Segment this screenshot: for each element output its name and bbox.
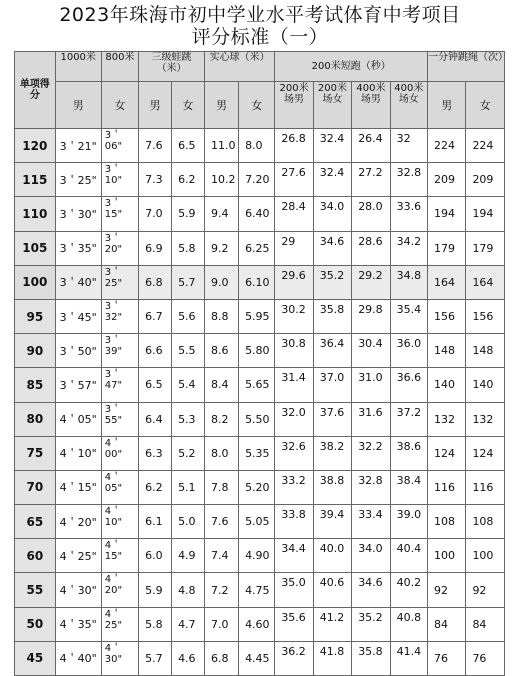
run1000-cell: 4＇15" [55,470,101,504]
ball-female-cell: 5.50 [239,402,275,436]
sprint-400-female-cell: 32.8 [390,163,427,197]
run800-minutes: 3＇ [104,300,122,312]
ball-male-cell: 8.8 [205,299,239,333]
header-male: 男 [428,82,466,129]
run800-cell [101,470,138,504]
run1000-cell: 4＇25" [55,539,101,573]
sprint-200-male-cell: 30.8 [275,334,313,368]
sprint-200-female-cell: 36.4 [313,334,351,368]
sprint-200-male-cell: 27.6 [275,163,313,197]
jump-female-cell: 5.5 [172,334,205,368]
jump-male-cell: 6.1 [139,505,172,539]
rope-male-cell: 140 [428,368,466,402]
run800-minutes: 3＇ [104,130,122,141]
score-cell: 85 [15,368,56,402]
rope-female-cell: 124 [466,436,505,470]
ball-female-cell: 4.60 [239,607,275,641]
sprint-400-female-cell: 39.0 [390,505,427,539]
run800-seconds: 30" [104,653,123,665]
score-cell: 50 [15,607,56,641]
header-sprint-sub: 400米场女 [390,82,427,129]
run800-minutes: 3＇ [104,232,122,244]
rope-female-cell: 108 [466,505,505,539]
rope-female-cell: 194 [466,197,505,231]
run1000-cell: 4＇30" [55,573,101,607]
run800-minutes: 3＇ [104,335,122,347]
ball-male-cell: 8.4 [205,368,239,402]
run800-seconds: 05" [104,482,123,494]
sprint-200-female-cell: 37.0 [313,368,351,402]
run800-cell [101,299,138,333]
header-female: 女 [172,82,205,129]
sprint-400-male-cell: 26.4 [352,129,390,163]
sprint-400-male-cell: 29.8 [352,299,390,333]
table-row [15,436,505,470]
sprint-200-male-cell: 31.4 [275,368,313,402]
sprint-200-male-cell: 28.4 [275,197,313,231]
run800-seconds: 10" [104,175,123,187]
score-cell: 95 [15,299,56,333]
header-run800: 800米 [101,52,138,82]
ball-female-cell: 4.45 [239,641,275,675]
score-cell: 105 [15,231,56,265]
sprint-200-female-cell: 40.0 [313,539,351,573]
sprint-200-female-cell: 35.8 [313,299,351,333]
header-score: 单项得分 [15,52,56,129]
run800-minutes: 3＇ [104,266,122,278]
sprint-200-male-cell: 36.2 [275,641,313,675]
header-male: 男 [205,82,239,129]
ball-male-cell: 10.2 [205,163,239,197]
ball-male-cell: 8.6 [205,334,239,368]
sprint-400-male-cell: 33.4 [352,505,390,539]
ball-female-cell: 6.40 [239,197,275,231]
run800-cell [101,265,138,299]
ball-female-cell: 4.75 [239,573,275,607]
rope-male-cell: 108 [428,505,466,539]
sprint-400-male-cell: 28.0 [352,197,390,231]
table-row [15,334,505,368]
table-row [15,470,505,504]
ball-male-cell: 8.0 [205,436,239,470]
run800-cell [101,402,138,436]
rope-female-cell: 148 [466,334,505,368]
header-sprint: 200米短跑（秒） [275,52,428,82]
scoring-table [14,51,508,676]
jump-male-cell: 6.7 [139,299,172,333]
run800-minutes: 3＇ [104,369,122,381]
run1000-cell: 3＇21" [55,129,101,163]
rope-male-cell: 116 [428,470,466,504]
sprint-400-male-cell: 35.2 [352,607,390,641]
header-sprint-sub: 400米场男 [352,82,390,129]
ball-female-cell: 6.10 [239,265,275,299]
rope-female-cell: 164 [466,265,505,299]
run1000-cell: 4＇05" [55,402,101,436]
table-row [15,539,505,573]
sprint-200-female-cell: 40.6 [313,573,351,607]
sprint-400-male-cell: 28.6 [352,231,390,265]
sprint-200-female-cell: 37.6 [313,402,351,436]
run800-cell [101,573,138,607]
ball-male-cell: 6.8 [205,641,239,675]
jump-female-cell: 5.2 [172,436,205,470]
jump-female-cell: 6.2 [172,163,205,197]
header-female: 女 [239,82,275,129]
run1000-cell: 4＇35" [55,607,101,641]
header-ball: 实心球（米） [205,52,275,82]
table-row [15,197,505,231]
run1000-cell: 3＇25" [55,163,101,197]
run1000-cell: 3＇50" [55,334,101,368]
rope-male-cell: 92 [428,573,466,607]
sprint-400-male-cell: 32.2 [352,436,390,470]
ball-male-cell: 7.6 [205,505,239,539]
run800-minutes: 3＇ [104,164,122,176]
sprint-400-female-cell: 36.6 [390,368,427,402]
jump-male-cell: 7.6 [139,129,172,163]
sprint-200-male-cell: 32.6 [275,436,313,470]
table-row [15,641,505,675]
sprint-400-female-cell: 34.8 [390,265,427,299]
jump-male-cell: 7.3 [139,163,172,197]
sprint-200-female-cell: 35.2 [313,265,351,299]
run800-minutes: 3＇ [104,198,122,210]
run800-cell [101,505,138,539]
ball-female-cell: 5.35 [239,436,275,470]
rope-male-cell: 76 [428,641,466,675]
rope-female-cell: 76 [466,641,505,675]
score-cell: 45 [15,641,56,675]
ball-male-cell: 9.0 [205,265,239,299]
sprint-400-female-cell: 37.2 [390,402,427,436]
jump-female-cell: 5.3 [172,402,205,436]
rope-male-cell: 156 [428,299,466,333]
table-row [15,368,505,402]
sprint-200-female-cell: 38.2 [313,436,351,470]
rope-male-cell: 179 [428,231,466,265]
ball-female-cell: 5.05 [239,505,275,539]
ball-male-cell: 7.2 [205,573,239,607]
run800-cell [101,197,138,231]
table-row [15,607,505,641]
ball-male-cell: 7.4 [205,539,239,573]
header-female: 女 [466,82,505,129]
rope-male-cell: 84 [428,607,466,641]
run800-minutes: 4＇ [104,437,122,449]
run800-seconds: 55" [104,414,123,426]
rope-male-cell: 124 [428,436,466,470]
sprint-400-female-cell: 38.4 [390,470,427,504]
jump-female-cell: 5.6 [172,299,205,333]
header-male: 男 [139,82,172,129]
ball-female-cell: 5.65 [239,368,275,402]
table-row [15,505,505,539]
ball-male-cell: 7.0 [205,607,239,641]
jump-female-cell: 5.7 [172,265,205,299]
ball-male-cell: 7.8 [205,470,239,504]
jump-female-cell: 5.4 [172,368,205,402]
run800-minutes: 3＇ [104,403,122,415]
jump-male-cell: 7.0 [139,197,172,231]
run800-cell [101,231,138,265]
score-cell: 55 [15,573,56,607]
table-row [15,231,505,265]
sprint-200-male-cell: 34.4 [275,539,313,573]
run1000-cell: 4＇40" [55,641,101,675]
sprint-200-female-cell: 32.4 [313,163,351,197]
ball-female-cell: 5.20 [239,470,275,504]
rope-female-cell: 224 [466,129,505,163]
score-cell: 60 [15,539,56,573]
rope-male-cell: 164 [428,265,466,299]
run800-seconds: 15" [104,551,123,563]
ball-male-cell: 9.2 [205,231,239,265]
jump-female-cell: 4.6 [172,641,205,675]
jump-male-cell: 5.7 [139,641,172,675]
ball-male-cell: 11.0 [205,129,239,163]
jump-male-cell: 6.2 [139,470,172,504]
rope-female-cell: 116 [466,470,505,504]
run800-seconds: 39" [104,346,123,358]
page-title: 2023年珠海市初中学业水平考试体育中考项目 [59,4,461,26]
ball-female-cell: 6.25 [239,231,275,265]
sprint-200-male-cell: 33.8 [275,505,313,539]
run1000-cell: 4＇10" [55,436,101,470]
jump-female-cell: 5.8 [172,231,205,265]
header-sprint-sub: 200米场女 [313,82,351,129]
sprint-200-male-cell: 26.8 [275,129,313,163]
run800-cell [101,607,138,641]
table-row [15,402,505,436]
rope-male-cell: 209 [428,163,466,197]
header-rope: 一分钟跳绳（次） [428,52,505,82]
run800-cell [101,368,138,402]
jump-male-cell: 6.6 [139,334,172,368]
run1000-cell: 3＇45" [55,299,101,333]
sprint-400-female-cell: 40.4 [390,539,427,573]
jump-male-cell: 6.3 [139,436,172,470]
run800-seconds: 25" [104,619,123,631]
score-cell: 90 [15,334,56,368]
rope-male-cell: 194 [428,197,466,231]
ball-female-cell: 5.95 [239,299,275,333]
rope-female-cell: 209 [466,163,505,197]
rope-male-cell: 100 [428,539,466,573]
sprint-200-male-cell: 29 [275,231,313,265]
sprint-200-female-cell: 41.2 [313,607,351,641]
jump-female-cell: 4.7 [172,607,205,641]
run800-seconds: 00" [104,448,123,460]
jump-female-cell: 4.9 [172,539,205,573]
ball-female-cell: 8.0 [239,129,275,163]
run800-seconds: 47" [104,380,123,392]
jump-female-cell: 5.0 [172,505,205,539]
run800-minutes: 4＇ [104,608,122,620]
run800-seconds: 32" [104,311,123,323]
run800-seconds: 25" [104,277,123,289]
run800-minutes: 4＇ [104,540,122,552]
jump-male-cell: 5.9 [139,573,172,607]
run800-seconds: 06" [104,141,123,152]
score-cell: 80 [15,402,56,436]
jump-male-cell: 5.8 [139,607,172,641]
sprint-400-female-cell: 38.6 [390,436,427,470]
sprint-400-male-cell: 31.6 [352,402,390,436]
table-row [15,265,505,299]
sprint-400-female-cell: 41.4 [390,641,427,675]
rope-female-cell: 132 [466,402,505,436]
run1000-cell: 3＇57" [55,368,101,402]
jump-female-cell: 5.9 [172,197,205,231]
run800-minutes: 4＇ [104,506,122,518]
sprint-400-female-cell: 40.2 [390,573,427,607]
jump-female-cell: 6.5 [172,129,205,163]
table-row [15,299,505,333]
run800-minutes: 4＇ [104,471,122,483]
jump-female-cell: 4.8 [172,573,205,607]
score-cell: 70 [15,470,56,504]
score-cell: 115 [15,163,56,197]
sprint-400-male-cell: 27.2 [352,163,390,197]
page-subtitle: 评分标准（一） [191,26,329,48]
sprint-200-male-cell: 32.0 [275,402,313,436]
sprint-400-male-cell: 31.0 [352,368,390,402]
run800-seconds: 10" [104,517,123,529]
sprint-400-male-cell: 29.2 [352,265,390,299]
sprint-400-male-cell: 34.6 [352,573,390,607]
jump-male-cell: 6.4 [139,402,172,436]
header-run1000: 1000米 [55,52,101,82]
run1000-cell: 3＇40" [55,265,101,299]
run800-cell [101,129,138,163]
sprint-200-female-cell: 41.8 [313,641,351,675]
rope-female-cell: 179 [466,231,505,265]
run800-seconds: 15" [104,209,123,221]
jump-male-cell: 6.8 [139,265,172,299]
sprint-200-female-cell: 34.0 [313,197,351,231]
run1000-cell: 3＇35" [55,231,101,265]
header-female: 女 [101,82,138,129]
sprint-200-female-cell: 34.6 [313,231,351,265]
sprint-200-male-cell: 30.2 [275,299,313,333]
table-row [15,573,505,607]
sprint-400-female-cell: 35.4 [390,299,427,333]
sprint-200-male-cell: 35.6 [275,607,313,641]
sprint-400-female-cell: 33.6 [390,197,427,231]
ball-female-cell: 7.20 [239,163,275,197]
rope-male-cell: 148 [428,334,466,368]
sprint-200-female-cell: 39.4 [313,505,351,539]
rope-male-cell: 224 [428,129,466,163]
run800-seconds: 20" [104,585,123,597]
run800-cell [101,436,138,470]
ball-female-cell: 5.80 [239,334,275,368]
run1000-cell: 3＇30" [55,197,101,231]
jump-male-cell: 6.5 [139,368,172,402]
jump-male-cell: 6.9 [139,231,172,265]
rope-female-cell: 140 [466,368,505,402]
rope-male-cell: 132 [428,402,466,436]
sprint-400-male-cell: 30.4 [352,334,390,368]
table-row [15,163,505,197]
table-body [15,129,505,676]
run800-seconds: 20" [104,243,123,255]
sprint-400-male-cell: 32.8 [352,470,390,504]
header-jump: 三级蛙跳（米） [139,52,205,82]
ball-male-cell: 9.4 [205,197,239,231]
score-cell: 120 [15,129,56,163]
run800-cell [101,539,138,573]
sprint-400-female-cell: 32 [390,129,427,163]
header-male: 男 [55,82,101,129]
rope-female-cell: 100 [466,539,505,573]
ball-male-cell: 8.2 [205,402,239,436]
sprint-400-male-cell: 35.8 [352,641,390,675]
score-cell: 100 [15,265,56,299]
rope-female-cell: 84 [466,607,505,641]
sprint-200-male-cell: 35.0 [275,573,313,607]
score-cell: 65 [15,505,56,539]
run800-cell [101,334,138,368]
rope-female-cell: 156 [466,299,505,333]
sprint-200-female-cell: 32.4 [313,129,351,163]
ball-female-cell: 4.90 [239,539,275,573]
run1000-cell: 4＇20" [55,505,101,539]
sprint-200-male-cell: 33.2 [275,470,313,504]
score-cell: 75 [15,436,56,470]
score-cell: 110 [15,197,56,231]
table-row [15,129,505,163]
run800-cell [101,641,138,675]
sprint-400-female-cell: 40.8 [390,607,427,641]
rope-female-cell: 92 [466,573,505,607]
run800-cell [101,163,138,197]
sprint-400-female-cell: 34.2 [390,231,427,265]
header-sprint-sub: 200米场男 [275,82,313,129]
sprint-200-female-cell: 38.8 [313,470,351,504]
sprint-400-female-cell: 36.0 [390,334,427,368]
jump-female-cell: 5.1 [172,470,205,504]
jump-male-cell: 6.0 [139,539,172,573]
sprint-400-male-cell: 34.0 [352,539,390,573]
run800-minutes: 4＇ [104,642,122,654]
sprint-200-male-cell: 29.6 [275,265,313,299]
run800-minutes: 4＇ [104,574,122,586]
